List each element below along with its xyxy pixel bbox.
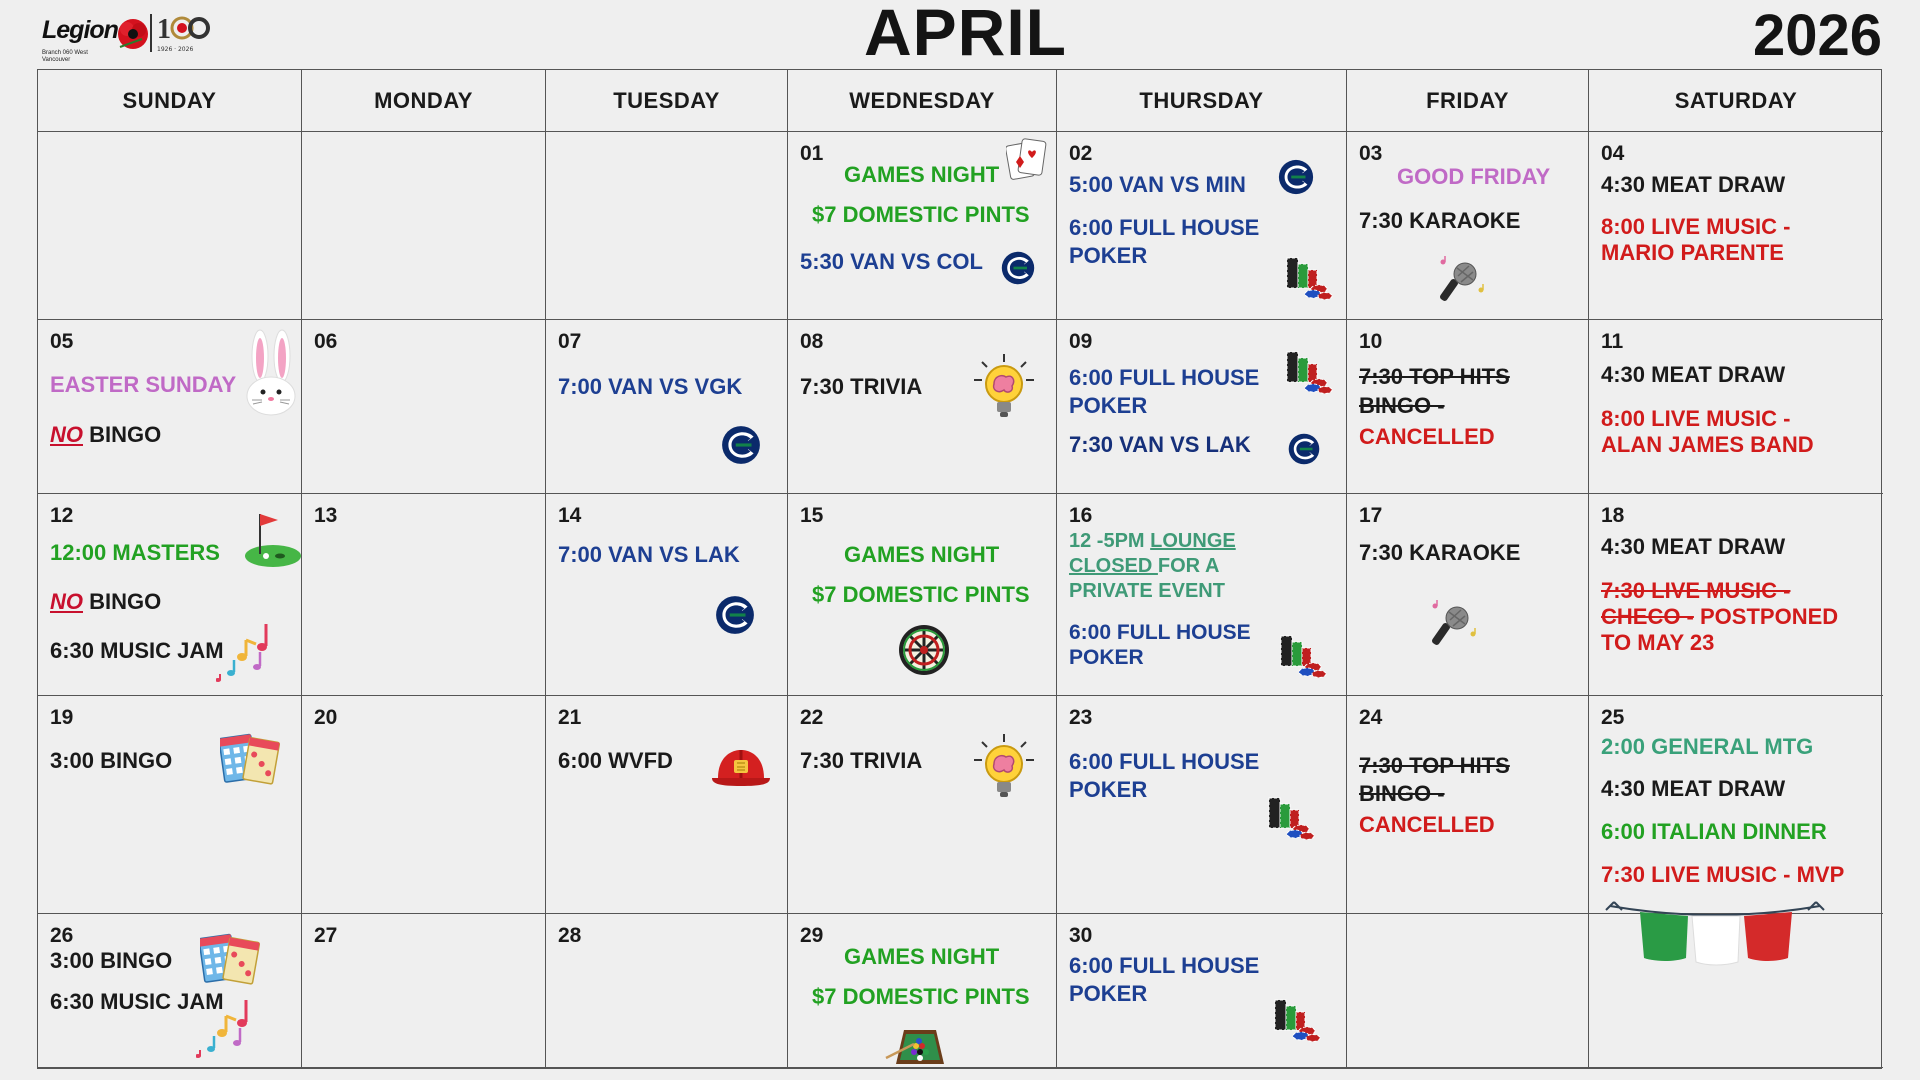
event-trivia: 7:30 TRIVIA (800, 748, 923, 773)
canucks-logo-icon (1287, 432, 1321, 466)
day-number: 11 (1601, 330, 1624, 353)
event-meat-draw: 4:30 MEAT DRAW (1601, 172, 1786, 197)
day-number: 29 (800, 924, 824, 947)
svg-text:1: 1 (157, 14, 171, 45)
poker-chips-icon (1271, 998, 1321, 1044)
event-games-night: GAMES NIGHT (844, 542, 1000, 567)
day-number: 23 (1069, 706, 1093, 729)
centennial-crest-icon (157, 8, 217, 58)
day-cell-17[interactable] (1347, 494, 1589, 696)
logo-divider (150, 14, 152, 52)
easter-bunny-icon (244, 328, 298, 418)
calendar-grid (37, 69, 1882, 1069)
logo-wordmark: Legion (42, 16, 118, 44)
day-number: 28 (558, 924, 582, 947)
day-cell-27[interactable] (302, 914, 546, 1068)
weekday-sunday: SUNDAY (38, 70, 302, 132)
poker-chips-icon (1265, 796, 1315, 842)
event-masters: 12:00 MASTERS (50, 540, 220, 565)
day-cell-08[interactable] (788, 320, 1057, 494)
day-number: 05 (50, 330, 74, 353)
day-cell-29[interactable] (788, 914, 1057, 1068)
event-music-jam: 6:30 MUSIC JAM (50, 989, 224, 1014)
logo-years: 1926 · 2026 (157, 46, 194, 53)
golf-green-icon (244, 508, 302, 568)
canucks-logo-icon (1000, 250, 1036, 286)
event-games-night: GAMES NIGHT (844, 162, 1000, 187)
event-karaoke: 7:30 KARAOKE (1359, 208, 1521, 233)
bingo-label: BINGO (83, 589, 162, 614)
day-cell-09[interactable] (1057, 320, 1347, 494)
day-number: 01 (800, 142, 824, 165)
music-notes-icon (216, 622, 276, 688)
canucks-logo-icon (1277, 158, 1315, 196)
light-bulb-brain-icon (970, 350, 1038, 422)
bingo-cards-icon (200, 932, 260, 988)
event-poker: 6:00 FULL HOUSE POKER (1069, 215, 1260, 268)
day-number: 30 (1069, 924, 1093, 947)
day-number: 22 (800, 706, 824, 729)
day-cell-14[interactable] (546, 494, 788, 696)
legion-logo (40, 8, 220, 64)
day-number: 02 (1069, 142, 1093, 165)
event-domestic-pints: $7 DOMESTIC PINTS (812, 202, 1030, 227)
event-meat-draw: 4:30 MEAT DRAW (1601, 776, 1786, 801)
day-cell-01[interactable] (788, 132, 1057, 320)
live-music-struck: 7:30 LIVE MUSIC - CHECO - (1601, 578, 1791, 629)
event-meat-draw: 4:30 MEAT DRAW (1601, 534, 1786, 559)
event-music-jam: 6:30 MUSIC JAM (50, 638, 224, 663)
event-domestic-pints: $7 DOMESTIC PINTS (812, 582, 1030, 607)
year-title: 2026 (1752, 3, 1882, 68)
day-cell-13[interactable] (302, 494, 546, 696)
event-good-friday: GOOD FRIDAY (1397, 164, 1551, 189)
day-number: 14 (558, 504, 582, 527)
day-cell-20[interactable] (302, 696, 546, 914)
poker-chips-icon (1283, 256, 1333, 302)
event-poker: 6:00 FULL HOUSE POKER (1069, 621, 1251, 669)
weekday-tuesday: TUESDAY (546, 70, 788, 132)
event-live-music-postponed (1601, 578, 1871, 656)
day-number: 08 (800, 330, 824, 353)
event-live-music: 8:00 LIVE MUSIC - ALAN JAMES BAND (1601, 406, 1814, 457)
day-cell-18[interactable] (1589, 494, 1883, 696)
day-number: 15 (800, 504, 824, 527)
day-number: 27 (314, 924, 338, 947)
weekday-wednesday: WEDNESDAY (788, 70, 1057, 132)
event-poker: 6:00 FULL HOUSE POKER (1069, 953, 1260, 1006)
day-cell-30[interactable] (1057, 914, 1347, 1068)
event-top-hits-bingo-struck: 7:30 TOP HITS BINGO - (1359, 753, 1510, 806)
event-domestic-pints: $7 DOMESTIC PINTS (812, 984, 1030, 1009)
weekday-friday: FRIDAY (1347, 70, 1589, 132)
day-cell-05[interactable] (38, 320, 302, 494)
month-title: APRIL (864, 0, 1067, 69)
day-cell-10[interactable] (1347, 320, 1589, 494)
weekday-thursday: THURSDAY (1057, 70, 1347, 132)
event-meat-draw: 4:30 MEAT DRAW (1601, 362, 1786, 387)
lounge-closed-reason: FOR A PRIVATE EVENT (1069, 555, 1225, 602)
day-number: 20 (314, 706, 338, 729)
event-games-night: GAMES NIGHT (844, 944, 1000, 969)
day-number: 09 (1069, 330, 1093, 353)
day-cell-28[interactable] (546, 914, 788, 1068)
poppy-icon (116, 17, 150, 51)
pool-table-icon (884, 1020, 954, 1066)
logo-branch-text: Branch 060 West Vancouver (42, 50, 88, 63)
microphone-icon (1431, 600, 1479, 650)
day-cell-06[interactable] (302, 320, 546, 494)
event-poker: 6:00 FULL HOUSE POKER (1069, 365, 1260, 418)
day-cell-11[interactable] (1589, 320, 1883, 494)
event-poker: 6:00 FULL HOUSE POKER (1069, 749, 1260, 802)
day-number: 13 (314, 504, 338, 527)
event-lounge-closed (1069, 529, 1299, 604)
event-canucks-game: 7:00 VAN VS VGK (558, 374, 743, 399)
day-number: 24 (1359, 706, 1383, 729)
day-cell-empty (1347, 914, 1589, 1068)
day-cell-02[interactable] (1057, 132, 1347, 320)
music-notes-icon (196, 998, 256, 1064)
event-live-music: 7:30 LIVE MUSIC - MVP (1601, 862, 1845, 887)
event-bingo: 3:00 BINGO (50, 948, 173, 973)
day-cell-26[interactable] (38, 914, 302, 1068)
event-top-hits-bingo-struck: 7:30 TOP HITS BINGO - (1359, 364, 1510, 418)
day-number: 16 (1069, 504, 1093, 527)
event-no-bingo (50, 589, 161, 615)
event-karaoke: 7:30 KARAOKE (1359, 540, 1521, 565)
weekday-monday: MONDAY (302, 70, 546, 132)
no-label: NO (50, 589, 83, 614)
day-number: 26 (50, 924, 74, 947)
day-number: 03 (1359, 142, 1383, 165)
day-cell-15[interactable] (788, 494, 1057, 696)
no-label: NO (50, 422, 83, 447)
event-canucks-game: 5:00 VAN VS MIN (1069, 172, 1246, 197)
day-number: 10 (1359, 330, 1383, 353)
event-canucks-game: 7:00 VAN VS LAK (558, 542, 740, 567)
canucks-logo-icon (720, 424, 762, 466)
event-italian-dinner: 6:00 ITALIAN DINNER (1601, 819, 1827, 844)
day-number: 07 (558, 330, 582, 353)
event-wvfd: 6:00 WVFD (558, 748, 673, 773)
day-number: 19 (50, 706, 74, 729)
poker-chips-icon (1283, 350, 1333, 396)
lounge-closed-link[interactable]: LOUNGE CLOSED (1069, 530, 1236, 577)
italian-flag-bunting-icon (1600, 896, 1830, 976)
day-cell-22[interactable] (788, 696, 1057, 914)
lounge-closed-time: 12 -5PM (1069, 530, 1151, 552)
event-bingo: 3:00 BINGO (50, 748, 173, 773)
day-number: 12 (50, 504, 74, 527)
event-no-bingo (50, 422, 161, 448)
day-cell-empty (38, 132, 302, 320)
event-cancelled: CANCELLED (1359, 812, 1495, 837)
event-canucks-game: 7:30 VAN VS LAK (1069, 432, 1251, 457)
event-canucks-game: 5:30 VAN VS COL (800, 249, 983, 274)
day-cell-19[interactable] (38, 696, 302, 914)
event-cancelled: CANCELLED (1359, 424, 1495, 449)
postponed-note: POSTPONED TO MAY 23 (1601, 604, 1839, 655)
dartboard-icon (898, 624, 950, 676)
day-number: 04 (1601, 142, 1625, 165)
light-bulb-brain-icon (970, 730, 1038, 802)
day-number: 25 (1601, 706, 1625, 729)
day-number: 06 (314, 330, 338, 353)
day-cell-21[interactable] (546, 696, 788, 914)
firefighter-helmet-icon (710, 748, 772, 788)
weekday-saturday: SATURDAY (1589, 70, 1883, 132)
day-cell-24[interactable] (1347, 696, 1589, 914)
event-live-music: 8:00 LIVE MUSIC - MARIO PARENTE (1601, 214, 1791, 265)
day-cell-04[interactable] (1589, 132, 1883, 320)
bingo-cards-icon (220, 732, 280, 788)
day-cell-23[interactable] (1057, 696, 1347, 914)
day-cell-empty (546, 132, 788, 320)
day-number: 18 (1601, 504, 1625, 527)
playing-cards-icon (1006, 138, 1048, 186)
day-cell-empty (302, 132, 546, 320)
event-easter-sunday: EASTER SUNDAY (50, 372, 237, 397)
day-number: 17 (1359, 504, 1383, 527)
bingo-label: BINGO (83, 422, 162, 447)
event-general-meeting: 2:00 GENERAL MTG (1601, 734, 1814, 759)
event-trivia: 7:30 TRIVIA (800, 374, 923, 399)
day-cell-16[interactable] (1057, 494, 1347, 696)
day-cell-03[interactable] (1347, 132, 1589, 320)
microphone-icon (1439, 256, 1487, 306)
poker-chips-icon (1277, 634, 1327, 680)
canucks-logo-icon (714, 594, 756, 636)
day-cell-12[interactable] (38, 494, 302, 696)
day-cell-07[interactable] (546, 320, 788, 494)
day-number: 21 (558, 706, 582, 729)
day-cell-25[interactable] (1589, 696, 1883, 914)
